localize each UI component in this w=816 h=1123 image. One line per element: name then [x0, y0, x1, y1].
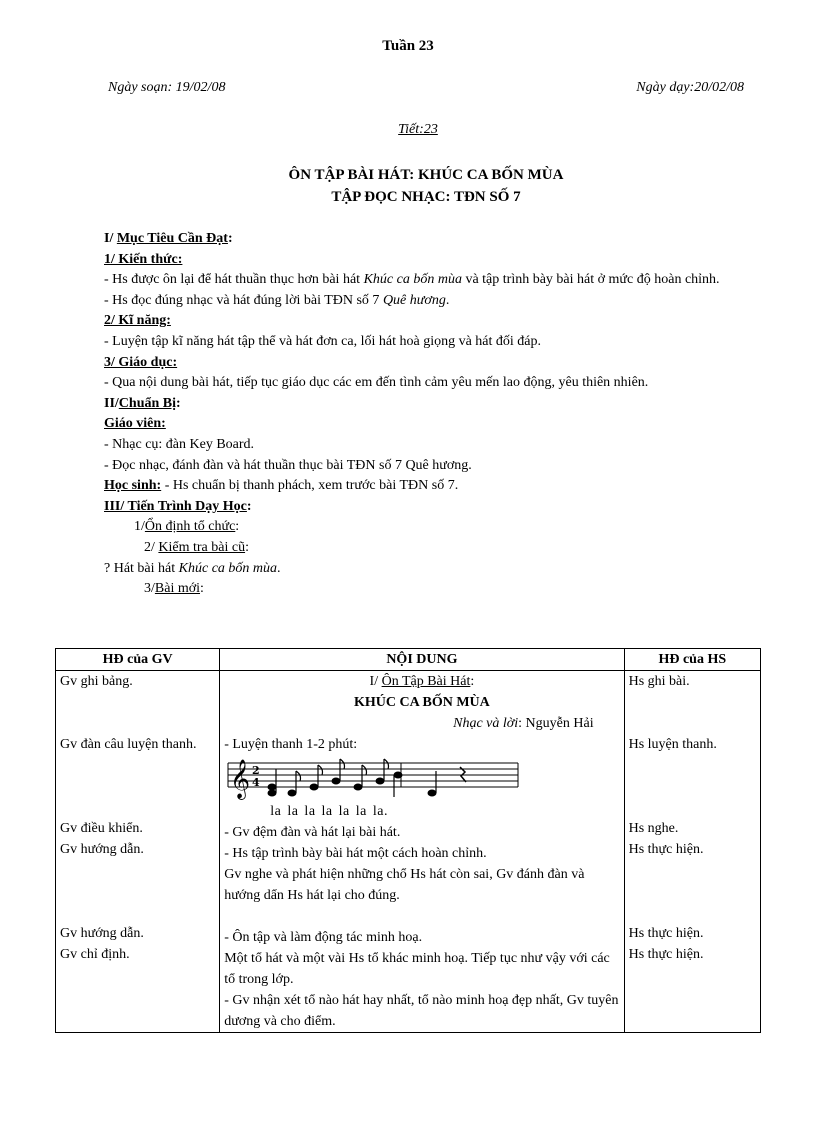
gv-item: Gv hướng dẫn. — [60, 926, 144, 941]
content-item: Gv nghe và phát hiện những chổ Hs hát còn sai, Gv đánh đàn và hướng dẩn Hs hát lại cho đúng. — [224, 867, 585, 903]
step-3: 3/Bài mới: — [144, 581, 204, 597]
knowledge-1a: - Hs được ôn lại để hát thuần thục hơn bài hát — [104, 272, 364, 288]
treble-clef-icon: 𝄞 — [230, 759, 251, 799]
content-item: - Gv nhận xét tổ nào hát hay nhất, tổ nào minh hoạ đẹp nhất, Gv tuyên dương và cho điểm. — [224, 993, 619, 1029]
objectives-prefix: I/ — [104, 231, 117, 246]
student-line — [104, 476, 744, 497]
question-b: Khúc ca bốn mùa — [178, 560, 278, 576]
step-2-prefix: 2/ — [144, 539, 159, 555]
section-prefix: I/ — [369, 674, 382, 689]
knowledge-1c: và tập trình bày bài hát ở mức độ hoàn chỉnh. — [461, 272, 720, 288]
step-1-prefix: 1/ — [134, 519, 145, 535]
knowledge-2c: . — [445, 292, 450, 308]
step-1-label: Ổn định tổ chức — [144, 519, 236, 535]
note-chord-icon — [268, 784, 276, 790]
teacher-heading: Giáo viên: — [104, 416, 166, 432]
teacher-item-2: - Đọc nhạc, đánh đàn và hát thuần thục bài TĐN số 7 Quê hương. — [104, 457, 472, 473]
hs-item: Hs thực hiện. — [628, 926, 704, 941]
knowledge-2a: - Hs đọc đúng nhạc và hát đúng lời bài TĐN số 7 — [104, 292, 383, 308]
knowledge-heading: 1/ Kiến thức: — [104, 251, 183, 267]
step-2: 2/ Kiểm tra bài cũ: — [144, 539, 249, 555]
hs-item: Hs thực hiện. — [628, 842, 704, 857]
teacher-item-1: - Nhạc cụ: đàn Key Board. — [104, 436, 255, 452]
gv-item: Gv chỉ định. — [60, 947, 130, 962]
question-c: . — [277, 560, 281, 576]
gv-item: Gv điều khiển. — [60, 821, 143, 836]
teacher-activities — [56, 671, 220, 1033]
author-name: : Nguyễn Hải — [518, 716, 594, 731]
note-icon — [332, 778, 340, 784]
knowledge-1b: Khúc ca bốn mùa — [363, 272, 462, 288]
step-1: 1/Ổn định tổ chức: — [134, 519, 240, 535]
process-heading: III/ Tiến Trình Dạy Học: — [104, 498, 252, 514]
section-heading — [224, 671, 619, 692]
time-sig-top: 2 — [252, 764, 260, 777]
note-icon — [376, 778, 384, 784]
gv-item: Gv ghi bảng. — [60, 674, 133, 689]
period-label: Tiết:23 — [398, 122, 438, 137]
section-suffix: : — [470, 674, 475, 689]
header-content: NỘI DUNG — [220, 649, 624, 671]
content-item: Một tổ hát và một vài Hs tổ khác minh hoạ. Tiếp tục như vậy với các tổ trong lớp. — [224, 951, 610, 987]
song-title: KHÚC CA BỐN MÙA — [354, 695, 490, 710]
step-2-label: Kiểm tra bài cũ — [158, 539, 246, 555]
hs-item: Hs luyện thanh. — [628, 737, 717, 752]
warmup-lyric: la la la la la la la. — [270, 804, 388, 819]
lesson-titles — [0, 164, 816, 208]
song-author — [224, 713, 619, 734]
content-item: - Gv đệm đàn và hát lại bài hát. — [224, 825, 401, 840]
table-header-row — [56, 649, 761, 671]
lesson-body — [104, 229, 744, 600]
skills-heading: 2/ Kĩ năng: — [104, 313, 171, 329]
table-row — [56, 671, 761, 1033]
date-line — [108, 80, 744, 96]
note-icon — [310, 784, 318, 790]
teach-date: Ngày dạy:20/02/08 — [636, 80, 744, 95]
hs-item: Hs thực hiện. — [628, 947, 704, 962]
preparation-prefix: II/ — [104, 395, 119, 411]
hs-item: Hs ghi bài. — [628, 674, 690, 689]
week-heading: Tuần 23 — [382, 38, 434, 54]
objectives-title: Mục Tiêu Cần Đạt — [116, 231, 228, 246]
note-icon — [354, 784, 362, 790]
student-activities — [624, 671, 760, 1033]
knowledge-item-1 — [104, 270, 744, 291]
education-heading: 3/ Giáo dục: — [104, 354, 178, 370]
prep-date: Ngày soạn: 19/02/08 — [108, 80, 226, 95]
step-3-label: Bài mới — [154, 581, 201, 597]
period-line — [0, 122, 816, 138]
warmup-line: - Luyện thanh 1-2 phút: — [224, 737, 358, 752]
question-a: ? Hát bài hát — [104, 560, 179, 576]
author-label: Nhạc và lời — [453, 716, 519, 731]
preparation-title: Chuẩn Bị — [118, 395, 176, 411]
lesson-plan-table — [55, 648, 761, 1033]
content-cell — [220, 671, 624, 1033]
objectives-heading: I/ Mục Tiêu Cần Đạt: — [104, 231, 233, 246]
lesson-title-1: ÔN TẬP BÀI HÁT: KHÚC CA BỐN MÙA — [288, 167, 564, 183]
review-question — [104, 559, 744, 580]
knowledge-2b: Quê hương — [382, 292, 446, 308]
content-item: - Ôn tập và làm động tác minh hoạ. — [224, 930, 423, 945]
gv-item: Gv đàn câu luyện thanh. — [60, 737, 197, 752]
header-student: HĐ của HS — [624, 649, 760, 671]
student-text: - Hs chuẩn bị thanh phách, xem trước bài TĐN số 7. — [161, 478, 459, 494]
process-title: III/ Tiến Trình Dạy Học — [104, 498, 247, 514]
step-3-prefix: 3/ — [144, 581, 155, 597]
lesson-title-2: TẬP ĐỌC NHẠC: TĐN SỐ 7 — [331, 189, 521, 205]
header-teacher: HĐ của GV — [56, 649, 220, 671]
knowledge-item-2 — [104, 291, 744, 312]
education-item-1: - Qua nội dung bài hát, tiếp tục giáo dục các em đến tình cảm yêu mến lao động, yêu thiên nhiên. — [104, 375, 649, 391]
time-sig-bottom: 4 — [252, 776, 260, 789]
section-label: Ôn Tập Bài Hát — [381, 674, 471, 689]
hs-item: Hs nghe. — [628, 821, 679, 836]
preparation-heading: II/Chuẩn Bị: — [104, 395, 181, 411]
skills-item-1: - Luyện tập kĩ năng hát tập thể và hát đơn ca, lối hát hoà giọng và hát đối đáp. — [104, 333, 542, 349]
student-heading: Học sinh: — [104, 478, 162, 494]
music-staff — [226, 757, 526, 801]
note-icon — [288, 790, 296, 796]
note-icon — [394, 772, 402, 778]
content-item: - Hs tập trình bày bài hát một cách hoàn chỉnh. — [224, 846, 487, 861]
gv-item: Gv hướng dẫn. — [60, 842, 144, 857]
note-icon — [428, 790, 436, 796]
